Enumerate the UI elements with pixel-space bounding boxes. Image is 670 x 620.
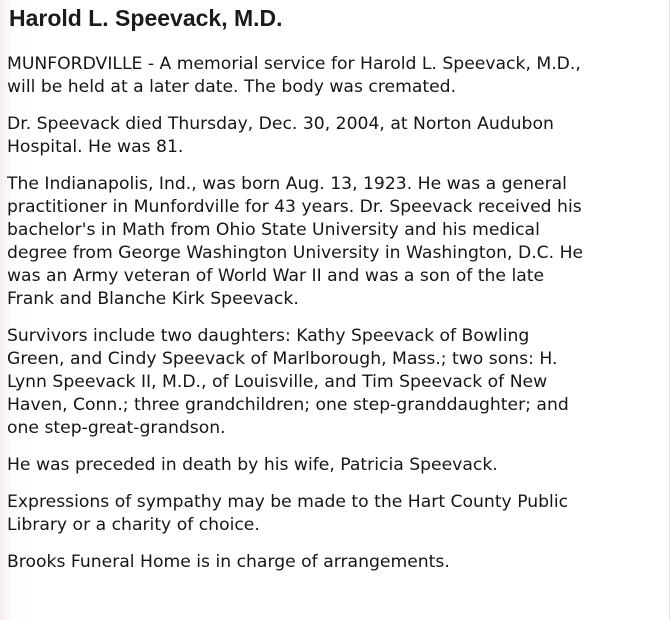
text-line: one step-great-grandson. xyxy=(7,418,226,438)
text-line: He was preceded in death by his wife, Patricia Speevack. xyxy=(7,455,498,475)
paragraph-biography xyxy=(7,173,669,311)
text-line: Dr. Speevack died Thursday, Dec. 30, 2004, at Norton Audubon xyxy=(7,114,554,134)
text-line: Library or a charity of choice. xyxy=(7,515,260,535)
paragraph-death xyxy=(7,113,669,159)
text-line: was an Army veteran of World War II and was a son of the late xyxy=(7,266,545,286)
paragraph-survivors xyxy=(7,325,669,440)
text-line: practitioner in Munfordville for 43 years. Dr. Speevack received his xyxy=(7,197,582,217)
text-line: degree from George Washington University in Washington, D.C. He xyxy=(7,243,584,263)
paragraph-arrangements xyxy=(7,551,669,574)
obituary-headline: Harold L. Speevack, M.D. xyxy=(9,5,283,31)
text-line: bachelor's in Math from Ohio State University and his medical xyxy=(7,220,540,240)
text-line: Frank and Blanche Kirk Speevack. xyxy=(7,289,299,309)
text-line: Green, and Cindy Speevack of Marlborough, Mass.; two sons: H. xyxy=(7,349,558,369)
text-line: MUNFORDVILLE - A memorial service for Harold L. Speevack, M.D., xyxy=(7,54,581,74)
text-line: Haven, Conn.; three grandchildren; one step-granddaughter; and xyxy=(7,395,569,415)
obituary-body xyxy=(7,53,669,588)
text-line: The Indianapolis, Ind., was born Aug. 13, 1923. He was a general xyxy=(7,174,567,194)
paragraph-sympathy xyxy=(7,491,669,537)
text-line: Survivors include two daughters: Kathy Speevack of Bowling xyxy=(7,326,530,346)
text-line: Expressions of sympathy may be made to the Hart County Public xyxy=(7,492,569,512)
text-line: Lynn Speevack II, M.D., of Louisville, and Tim Speevack of New xyxy=(7,372,548,392)
text-line: Hospital. He was 81. xyxy=(7,137,184,157)
text-line: Brooks Funeral Home is in charge of arrangements. xyxy=(7,552,450,572)
paragraph-service xyxy=(7,53,669,99)
text-line: will be held at a later date. The body was cremated. xyxy=(7,77,457,97)
paragraph-preceded xyxy=(7,454,669,477)
